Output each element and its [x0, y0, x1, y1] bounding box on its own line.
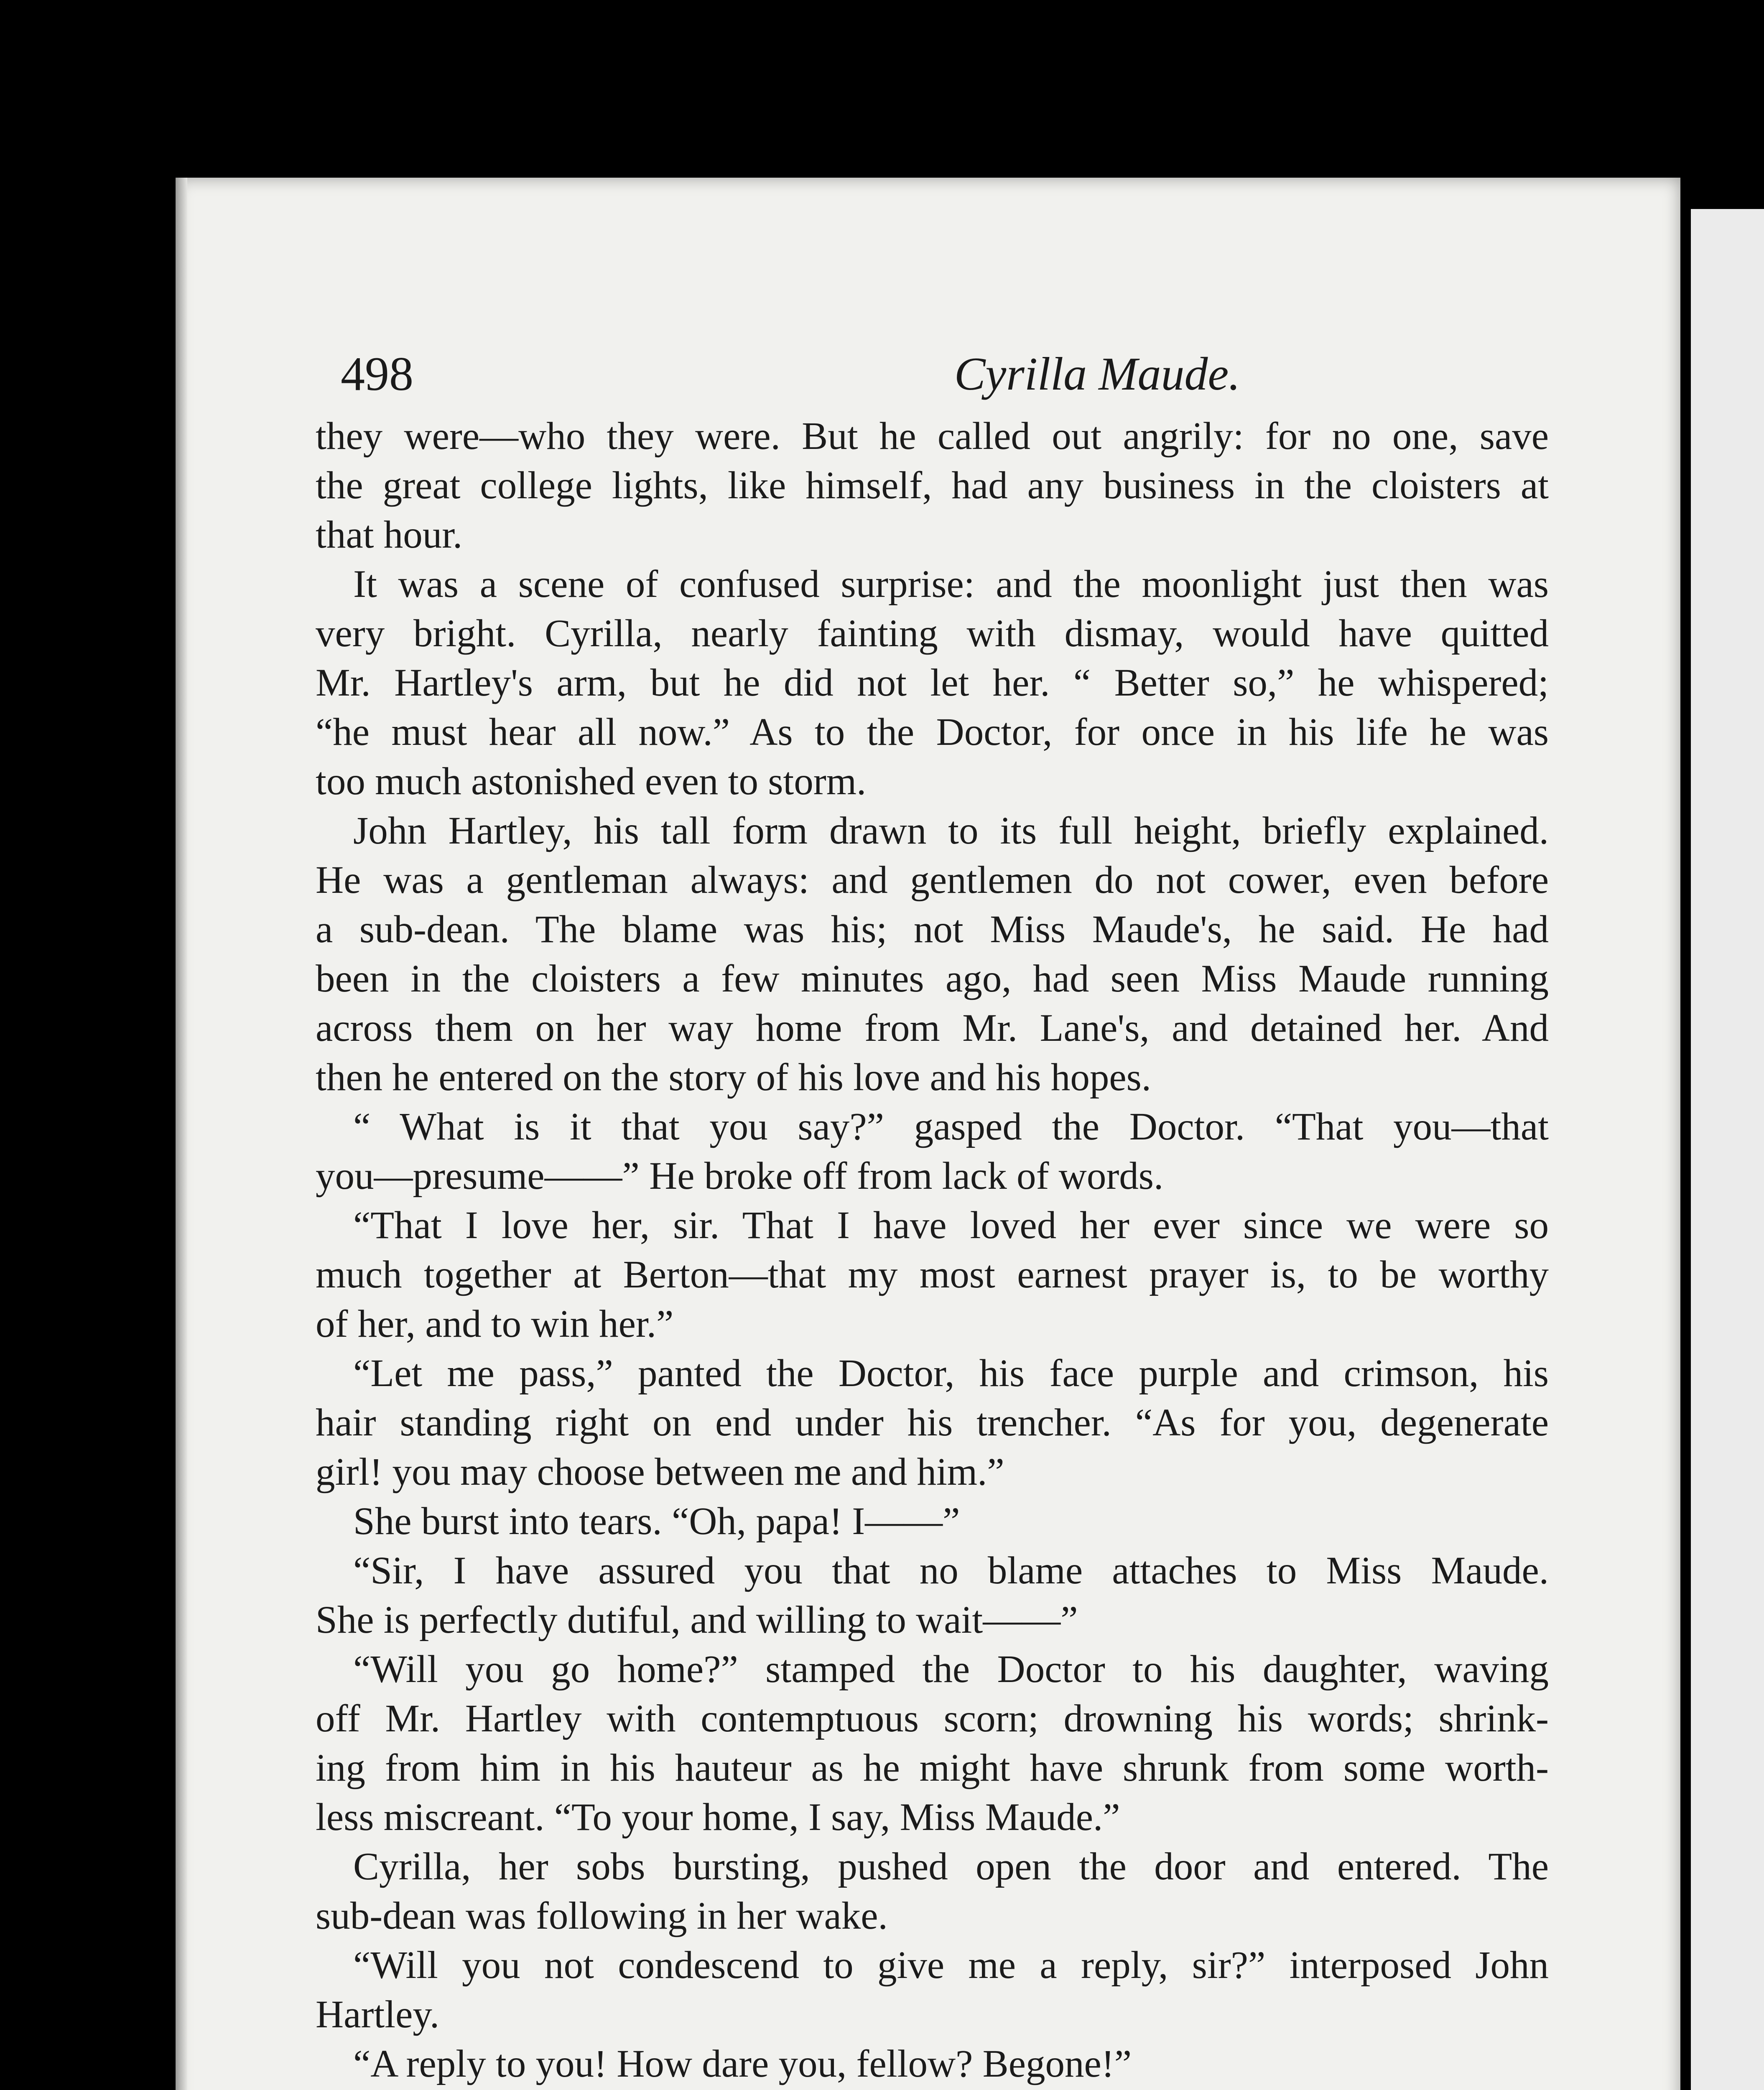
text-line: been in the cloisters a few minutes ago, had seen Miss Maude running [316, 957, 1549, 1000]
text-line: across them on her way home from Mr. Lane's, and detained her. And [316, 1007, 1549, 1050]
text-line: the great college lights, like himself, had any business in the cloisters at [316, 464, 1549, 507]
text-line: that hour. [316, 513, 463, 556]
text-line: a sub-dean. The blame was his; not Miss Maude's, he said. He had [316, 908, 1549, 951]
text-line: off Mr. Hartley with contemptuous scorn; drowning his words; shrink- [316, 1697, 1549, 1740]
text-line: It was a scene of confused surprise: and the moonlight just then was [353, 563, 1549, 606]
text-line: “That I love her, sir. That I have loved her ever since we were so [353, 1204, 1549, 1247]
text-line: girl! you may choose between me and him.” [316, 1450, 1004, 1494]
page-gutter-shadow [176, 178, 187, 2090]
text-line: “A reply to you! How dare you, fellow? Begone!” [353, 2042, 1132, 2085]
page-number: 498 [341, 347, 413, 401]
text-line: of her, and to win her.” [316, 1302, 674, 1346]
text-line: very bright. Cyrilla, nearly fainting with dismay, would have quitted [316, 612, 1549, 655]
facing-page-edge [1691, 209, 1764, 2090]
text-line: He was a gentleman always: and gentlemen do not cower, even before [316, 859, 1549, 902]
text-line: ing from him in his hauteur as he might have shrunk from some worth- [316, 1746, 1549, 1789]
text-line: too much astonished even to storm. [316, 760, 867, 803]
text-line: hair standing right on end under his trencher. “As for you, degenerate [316, 1401, 1549, 1444]
text-line: you—presume——” He broke off from lack of words. [316, 1155, 1164, 1198]
text-line: Hartley. [316, 1993, 440, 2036]
text-line: less miscreant. “To your home, I say, Miss Maude.” [316, 1796, 1120, 1839]
text-line: they were—who they were. But he called out angrily: for no one, save [316, 415, 1549, 458]
text-line: “Sir, I have assured you that no blame attaches to Miss Maude. [353, 1549, 1549, 1592]
text-line: “Will you not condescend to give me a reply, sir?” interposed John [353, 1944, 1549, 1987]
page-header [341, 343, 1390, 405]
text-line: much together at Berton—that my most earnest prayer is, to be worthy [316, 1253, 1549, 1296]
text-line: Cyrilla, her sobs bursting, pushed open the door and entered. The [353, 1845, 1549, 1888]
text-line: She burst into tears. “Oh, papa! I——” [353, 1500, 960, 1543]
text-line: John Hartley, his tall form drawn to its full height, briefly explained. [353, 809, 1549, 852]
text-line: “ What is it that you say?” gasped the Doctor. “That you—that [353, 1105, 1549, 1148]
text-line: “Let me pass,” panted the Doctor, his face purple and crimson, his [353, 1352, 1549, 1395]
text-line: then he entered on the story of his love and his hopes. [316, 1056, 1152, 1099]
text-line: She is perfectly dutiful, and willing to wait——” [316, 1598, 1078, 1641]
text-line: Mr. Hartley's arm, but he did not let her. “ Better so,” he whispered; [316, 661, 1549, 704]
running-head-title: Cyrilla Maude. [954, 348, 1241, 400]
body-text [316, 412, 1549, 2090]
text-line: “he must hear all now.” As to the Doctor, for once in his life he was [316, 711, 1549, 754]
text-line: “Will you go home?” stamped the Doctor to his daughter, waving [353, 1648, 1549, 1691]
text-line: sub-dean was following in her wake. [316, 1894, 888, 1937]
book-page [176, 178, 1680, 2090]
